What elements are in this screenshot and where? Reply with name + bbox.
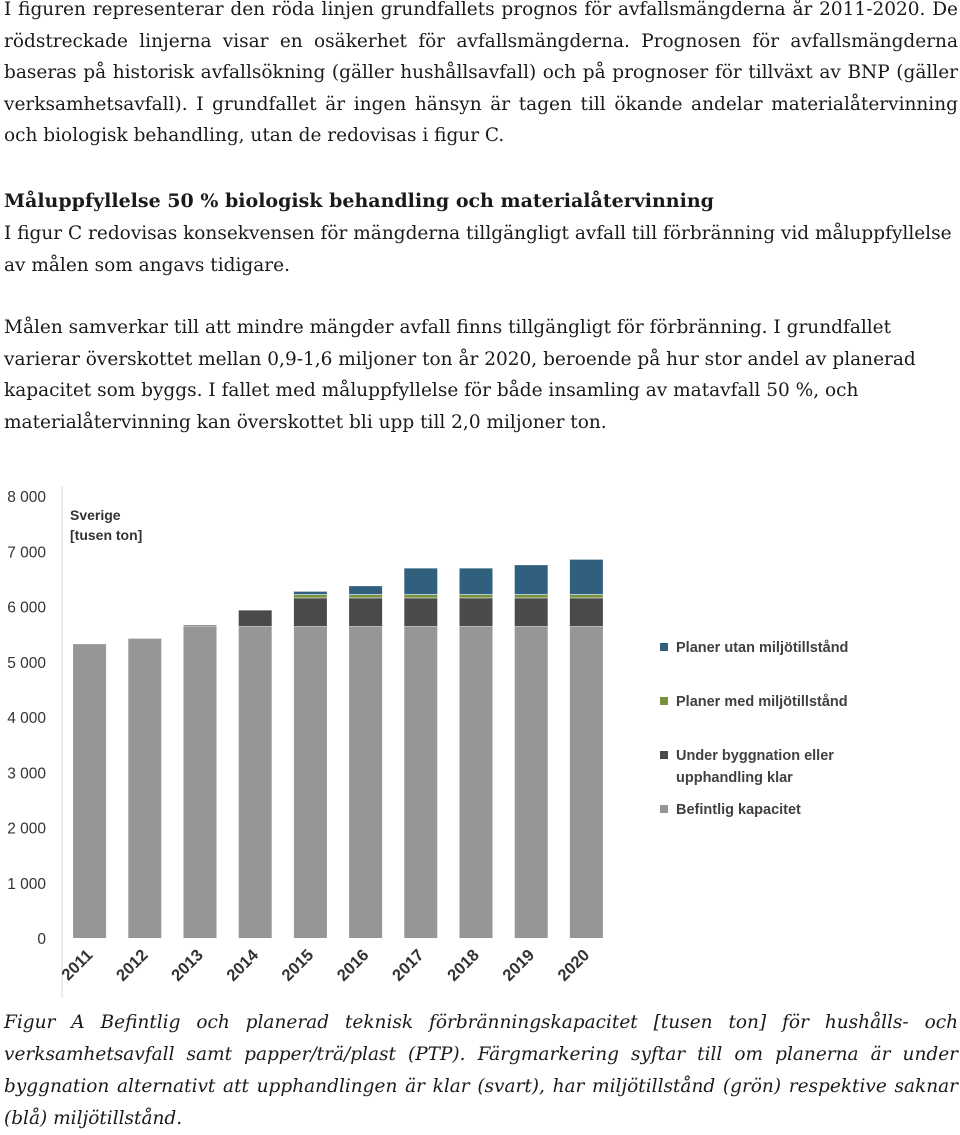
legend-label: Under byggnation eller <box>676 748 834 764</box>
bar-segment <box>349 598 382 627</box>
bar-segment <box>460 598 493 627</box>
bar-segment <box>460 626 493 938</box>
y-tick-label: 8 000 <box>7 489 46 506</box>
y-tick-label: 6 000 <box>7 599 46 617</box>
y-tick-label: 5 000 <box>7 654 46 672</box>
legend-label: upphandling klar <box>676 770 793 786</box>
x-tick-label: 2017 <box>388 946 428 985</box>
y-tick-label: 3 000 <box>7 765 46 783</box>
legend-swatch <box>660 643 668 651</box>
bar-segment <box>404 598 437 627</box>
legend-swatch <box>660 697 668 705</box>
chart-title: [tusen ton] <box>70 527 143 543</box>
x-tick-label: 2019 <box>499 946 539 985</box>
y-tick-label: 0 <box>37 931 46 948</box>
section-heading: Måluppfyllelse 50 % biologisk behandling och materialåtervinning <box>4 190 714 212</box>
intro-paragraph: I figuren representerar den röda linjen grundfallets prognos för avfallsmängderna år 2011-2020. De rödstreckade linjerna visar en osäkerhet för avfallsmängderna. Prognosen för avfallsmängderna baseras på historisk avfallsökning (gäller hushållsavfall) och på prognoser för tillväxt av BNP (gäller verksamhetsavfall). I grundfallet är ingen hänsyn är tagen till ökande andelar materialåtervinning och biologisk behandling, utan de redovisas i figur C. <box>4 0 958 146</box>
x-tick-label: 2014 <box>223 946 263 985</box>
y-tick-label: 2 000 <box>7 820 46 838</box>
bar-segment <box>239 610 272 627</box>
chart-svg <box>0 478 860 1000</box>
x-tick-label: 2020 <box>554 946 594 985</box>
bar-segment <box>404 626 437 938</box>
x-tick-label: 2016 <box>333 946 373 985</box>
legend-swatch <box>660 805 668 813</box>
bar-segment <box>349 626 382 938</box>
bar-segment <box>73 644 106 938</box>
bar-segment <box>294 598 327 627</box>
bar-segment <box>239 626 272 938</box>
x-tick-label: 2015 <box>278 946 318 985</box>
legend-label: Befintlig kapacitet <box>676 802 801 818</box>
bar-segment <box>294 626 327 938</box>
y-tick-label: 4 000 <box>7 710 46 727</box>
bar-segment <box>184 626 217 938</box>
bar-segment <box>515 565 548 595</box>
legend-label: Planer utan miljötillstånd <box>676 640 849 656</box>
body-paragraph-2: Målen samverkar till att mindre mängder avfall finns tillgängligt för förbränning. I grundfallet varierar överskottet mellan 0,9-1,6 miljoner ton år 2020, beroende på hur stor andel av planerad kapacitet som byggs. I fallet med måluppfyllelse för både insamling av matavfall 50 %, och materialåtervinning kan överskottet bli upp till 2,0 miljoner ton. <box>4 317 916 433</box>
bar-segment <box>404 568 437 595</box>
legend-label: Planer med miljötillstånd <box>676 694 848 710</box>
bar-segment <box>349 586 382 595</box>
bar-segment <box>570 559 603 594</box>
bar-segment <box>515 598 548 627</box>
bar-segment <box>128 638 161 938</box>
x-tick-label: 2013 <box>168 946 207 985</box>
x-tick-label: 2018 <box>444 946 483 985</box>
y-tick-label: 7 000 <box>7 544 46 562</box>
bar-segment <box>515 626 548 938</box>
chart-title: Sverige <box>70 507 121 523</box>
bar-segment <box>570 598 603 627</box>
capacity-chart <box>0 478 860 1000</box>
bar-segment <box>570 626 603 938</box>
x-tick-label: 2011 <box>58 946 97 985</box>
bar-segment <box>460 568 493 595</box>
x-tick-label: 2012 <box>112 946 152 985</box>
figure-caption: Figur A Befintlig och planerad teknisk förbränningskapacitet [tusen ton] för hushålls- och verksamhetsavfall samt papper/trä/plast (PTP). Färgmarkering syftar till om planerna är under byggnation alternativt att upphandlingen är klar (svart), har miljötillstånd (grön) respektive saknar (blå) miljötillstånd. <box>4 1012 958 1129</box>
y-tick-label: 1 000 <box>7 875 46 893</box>
legend-swatch <box>660 751 668 759</box>
body-paragraph-1: I figur C redovisas konsekvensen för mängderna tillgängligt avfall till förbränning vid måluppfyllelse av målen som angavs tidigare. <box>4 223 952 276</box>
